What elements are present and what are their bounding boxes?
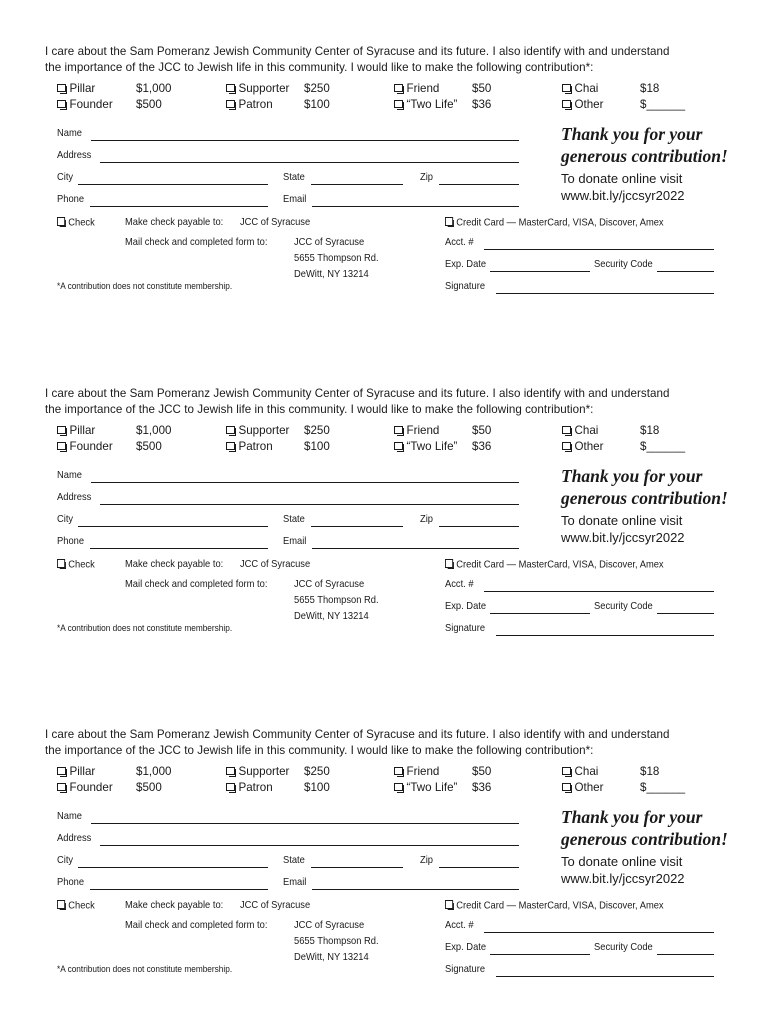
check-option[interactable]: Check	[57, 559, 95, 571]
level-founder[interactable]: Founder	[57, 98, 113, 111]
acct-label: Acct. #	[445, 579, 474, 590]
amount-two-life: $36	[472, 98, 492, 111]
check-option[interactable]: Check	[57, 900, 95, 912]
payable-label: Make check payable to:	[125, 217, 224, 228]
level-patron[interactable]: Patron	[226, 98, 273, 111]
level-supporter[interactable]: Supporter	[226, 82, 289, 95]
zip-label: Zip	[420, 172, 433, 183]
amount-other[interactable]: $______	[640, 98, 686, 111]
signature-label: Signature	[445, 281, 486, 292]
mail-address-line-2: 5655 Thompson Rd.	[294, 253, 379, 264]
checkbox-icon[interactable]	[57, 217, 65, 226]
amount-chai: $18	[640, 82, 660, 95]
phone-label: Phone	[57, 877, 85, 888]
amount-pillar: $1,000	[136, 424, 172, 437]
credit-card-option[interactable]: Credit Card — MasterCard, VISA, Discover, Amex	[445, 559, 664, 571]
mail-label: Mail check and completed form to:	[125, 579, 268, 590]
contribution-form	[0, 44, 770, 344]
checkbox-icon[interactable]	[394, 767, 403, 776]
level-friend[interactable]: Friend	[394, 82, 439, 95]
contribution-form	[0, 727, 770, 1027]
credit-card-option[interactable]: Credit Card — MasterCard, VISA, Discover, Amex	[445, 217, 664, 229]
address-label: Address	[57, 150, 92, 161]
checkbox-icon[interactable]	[445, 217, 453, 226]
exp-date-label: Exp. Date	[445, 259, 487, 270]
address-label: Address	[57, 833, 92, 844]
state-field[interactable]	[311, 867, 403, 868]
phone-field[interactable]	[90, 548, 268, 549]
footnote: *A contribution does not constitute membership.	[57, 964, 233, 974]
checkbox-icon[interactable]	[57, 900, 65, 909]
amount-two-life: $36	[472, 781, 492, 794]
footnote: *A contribution does not constitute membership.	[57, 623, 233, 633]
donate-url[interactable]: www.bit.ly/jccsyr2022	[561, 871, 685, 886]
level-pillar[interactable]: Pillar	[57, 424, 95, 437]
email-label: Email	[283, 536, 307, 547]
level-two-life[interactable]: “Two Life”	[394, 440, 457, 453]
mail-address-line-3: DeWitt, NY 13214	[294, 952, 369, 963]
check-option[interactable]: Check	[57, 217, 95, 229]
level-founder[interactable]: Founder	[57, 781, 113, 794]
amount-founder: $500	[136, 98, 162, 111]
checkbox-icon[interactable]	[57, 783, 66, 792]
thanks-line-1: Thank you for your	[561, 124, 703, 144]
checkbox-icon[interactable]	[226, 100, 235, 109]
checkbox-icon[interactable]	[562, 100, 571, 109]
thanks-line-1: Thank you for your	[561, 466, 703, 486]
level-pillar[interactable]: Pillar	[57, 765, 95, 778]
email-field[interactable]	[312, 548, 519, 549]
state-field[interactable]	[311, 526, 403, 527]
checkbox-icon[interactable]	[562, 426, 571, 435]
security-code-field[interactable]	[657, 613, 714, 614]
checkbox-icon[interactable]	[57, 559, 65, 568]
amount-friend: $50	[472, 82, 492, 95]
signature-field[interactable]	[496, 293, 714, 294]
mail-label: Mail check and completed form to:	[125, 237, 268, 248]
payable-to: JCC of Syracuse	[240, 217, 311, 228]
checkbox-icon[interactable]	[226, 84, 235, 93]
payable-label: Make check payable to:	[125, 559, 224, 570]
amount-pillar: $1,000	[136, 82, 172, 95]
mail-address-line-1: JCC of Syracuse	[294, 579, 365, 590]
thanks-line-2: generous contribution!	[561, 829, 728, 849]
phone-label: Phone	[57, 194, 85, 205]
checkbox-icon[interactable]	[562, 767, 571, 776]
state-label: State	[283, 172, 305, 183]
checkbox-icon[interactable]	[57, 767, 66, 776]
exp-date-field[interactable]	[490, 271, 590, 272]
zip-field[interactable]	[439, 184, 519, 185]
level-other[interactable]: Other	[562, 98, 604, 111]
city-label: City	[57, 514, 74, 525]
amount-patron: $100	[304, 781, 330, 794]
level-founder[interactable]: Founder	[57, 440, 113, 453]
level-friend[interactable]: Friend	[394, 424, 439, 437]
checkbox-icon[interactable]	[394, 426, 403, 435]
state-field[interactable]	[311, 184, 403, 185]
security-code-label: Security Code	[594, 259, 653, 270]
acct-label: Acct. #	[445, 920, 474, 931]
city-field[interactable]	[78, 184, 268, 185]
exp-date-label: Exp. Date	[445, 942, 487, 953]
amount-two-life: $36	[472, 440, 492, 453]
level-two-life[interactable]: “Two Life”	[394, 781, 457, 794]
payable-to: JCC of Syracuse	[240, 559, 311, 570]
address-field[interactable]	[100, 504, 519, 505]
amount-supporter: $250	[304, 82, 330, 95]
phone-label: Phone	[57, 536, 85, 547]
amount-patron: $100	[304, 440, 330, 453]
phone-field[interactable]	[90, 206, 268, 207]
signature-field[interactable]	[496, 976, 714, 977]
mail-address-line-2: 5655 Thompson Rd.	[294, 595, 379, 606]
zip-field[interactable]	[439, 526, 519, 527]
amount-friend: $50	[472, 424, 492, 437]
security-code-field[interactable]	[657, 954, 714, 955]
email-label: Email	[283, 194, 307, 205]
level-supporter[interactable]: Supporter	[226, 765, 289, 778]
level-other[interactable]: Other	[562, 781, 604, 794]
city-label: City	[57, 855, 74, 866]
email-field[interactable]	[312, 889, 519, 890]
intro-text: I care about the Sam Pomeranz Jewish Community Center of Syracuse and its future. I also identify with and understand the importance of the JCC to Jewish life in this community. I would like to make the following contribution*:	[45, 728, 670, 757]
mail-address-line-1: JCC of Syracuse	[294, 920, 365, 931]
security-code-label: Security Code	[594, 601, 653, 612]
checkbox-icon[interactable]	[562, 442, 571, 451]
checkbox-icon[interactable]	[445, 900, 453, 909]
phone-field[interactable]	[90, 889, 268, 890]
mail-address-line-3: DeWitt, NY 13214	[294, 611, 369, 622]
mail-label: Mail check and completed form to:	[125, 920, 268, 931]
amount-friend: $50	[472, 765, 492, 778]
thanks-line-1: Thank you for your	[561, 807, 703, 827]
email-field[interactable]	[312, 206, 519, 207]
checkbox-icon[interactable]	[226, 783, 235, 792]
security-code-field[interactable]	[657, 271, 714, 272]
exp-date-field[interactable]	[490, 954, 590, 955]
amount-chai: $18	[640, 765, 660, 778]
city-field[interactable]	[78, 526, 268, 527]
state-label: State	[283, 514, 305, 525]
footnote: *A contribution does not constitute membership.	[57, 281, 233, 291]
amount-other[interactable]: $______	[640, 781, 686, 794]
level-patron[interactable]: Patron	[226, 781, 273, 794]
level-supporter[interactable]: Supporter	[226, 424, 289, 437]
zip-label: Zip	[420, 514, 433, 525]
acct-label: Acct. #	[445, 237, 474, 248]
checkbox-icon[interactable]	[562, 84, 571, 93]
checkbox-icon[interactable]	[57, 426, 66, 435]
name-label: Name	[57, 470, 82, 481]
acct-field[interactable]	[484, 591, 714, 592]
contribution-form	[0, 386, 770, 686]
state-label: State	[283, 855, 305, 866]
donate-text: To donate online visit	[561, 171, 683, 186]
donate-url[interactable]: www.bit.ly/jccsyr2022	[561, 530, 685, 545]
thanks-line-2: generous contribution!	[561, 146, 728, 166]
checkbox-icon[interactable]	[394, 84, 403, 93]
amount-pillar: $1,000	[136, 765, 172, 778]
acct-field[interactable]	[484, 249, 714, 250]
level-other[interactable]: Other	[562, 440, 604, 453]
level-patron[interactable]: Patron	[226, 440, 273, 453]
city-label: City	[57, 172, 74, 183]
exp-date-field[interactable]	[490, 613, 590, 614]
address-label: Address	[57, 492, 92, 503]
level-chai[interactable]: Chai	[562, 82, 598, 95]
mail-address-line-2: 5655 Thompson Rd.	[294, 936, 379, 947]
signature-label: Signature	[445, 964, 486, 975]
thanks-line-2: generous contribution!	[561, 488, 728, 508]
address-field[interactable]	[100, 845, 519, 846]
donate-url[interactable]: www.bit.ly/jccsyr2022	[561, 188, 685, 203]
checkbox-icon[interactable]	[57, 442, 66, 451]
amount-other[interactable]: $______	[640, 440, 686, 453]
checkbox-icon[interactable]	[394, 442, 403, 451]
checkbox-icon[interactable]	[57, 100, 66, 109]
signature-field[interactable]	[496, 635, 714, 636]
level-chai[interactable]: Chai	[562, 765, 598, 778]
zip-field[interactable]	[439, 867, 519, 868]
donate-text: To donate online visit	[561, 854, 683, 869]
checkbox-icon[interactable]	[445, 559, 453, 568]
name-field[interactable]	[91, 482, 519, 483]
amount-founder: $500	[136, 440, 162, 453]
checkbox-icon[interactable]	[226, 442, 235, 451]
level-pillar[interactable]: Pillar	[57, 82, 95, 95]
checkbox-icon[interactable]	[226, 767, 235, 776]
amount-patron: $100	[304, 98, 330, 111]
checkbox-icon[interactable]	[562, 783, 571, 792]
name-label: Name	[57, 128, 82, 139]
amount-supporter: $250	[304, 424, 330, 437]
address-field[interactable]	[100, 162, 519, 163]
amount-chai: $18	[640, 424, 660, 437]
checkbox-icon[interactable]	[226, 426, 235, 435]
name-label: Name	[57, 811, 82, 822]
amount-supporter: $250	[304, 765, 330, 778]
email-label: Email	[283, 877, 307, 888]
name-field[interactable]	[91, 823, 519, 824]
zip-label: Zip	[420, 855, 433, 866]
name-field[interactable]	[91, 140, 519, 141]
checkbox-icon[interactable]	[394, 783, 403, 792]
checkbox-icon[interactable]	[394, 100, 403, 109]
amount-founder: $500	[136, 781, 162, 794]
security-code-label: Security Code	[594, 942, 653, 953]
acct-field[interactable]	[484, 932, 714, 933]
level-chai[interactable]: Chai	[562, 424, 598, 437]
checkbox-icon[interactable]	[57, 84, 66, 93]
level-friend[interactable]: Friend	[394, 765, 439, 778]
level-two-life[interactable]: “Two Life”	[394, 98, 457, 111]
payable-label: Make check payable to:	[125, 900, 224, 911]
signature-label: Signature	[445, 623, 486, 634]
mail-address-line-1: JCC of Syracuse	[294, 237, 365, 248]
intro-text: I care about the Sam Pomeranz Jewish Community Center of Syracuse and its future. I also identify with and understand the importance of the JCC to Jewish life in this community. I would like to make the following contribution*:	[45, 45, 670, 74]
credit-card-option[interactable]: Credit Card — MasterCard, VISA, Discover, Amex	[445, 900, 664, 912]
mail-address-line-3: DeWitt, NY 13214	[294, 269, 369, 280]
exp-date-label: Exp. Date	[445, 601, 487, 612]
donate-text: To donate online visit	[561, 513, 683, 528]
payable-to: JCC of Syracuse	[240, 900, 311, 911]
intro-text: I care about the Sam Pomeranz Jewish Community Center of Syracuse and its future. I also identify with and understand the importance of the JCC to Jewish life in this community. I would like to make the following contribution*:	[45, 387, 670, 416]
city-field[interactable]	[78, 867, 268, 868]
